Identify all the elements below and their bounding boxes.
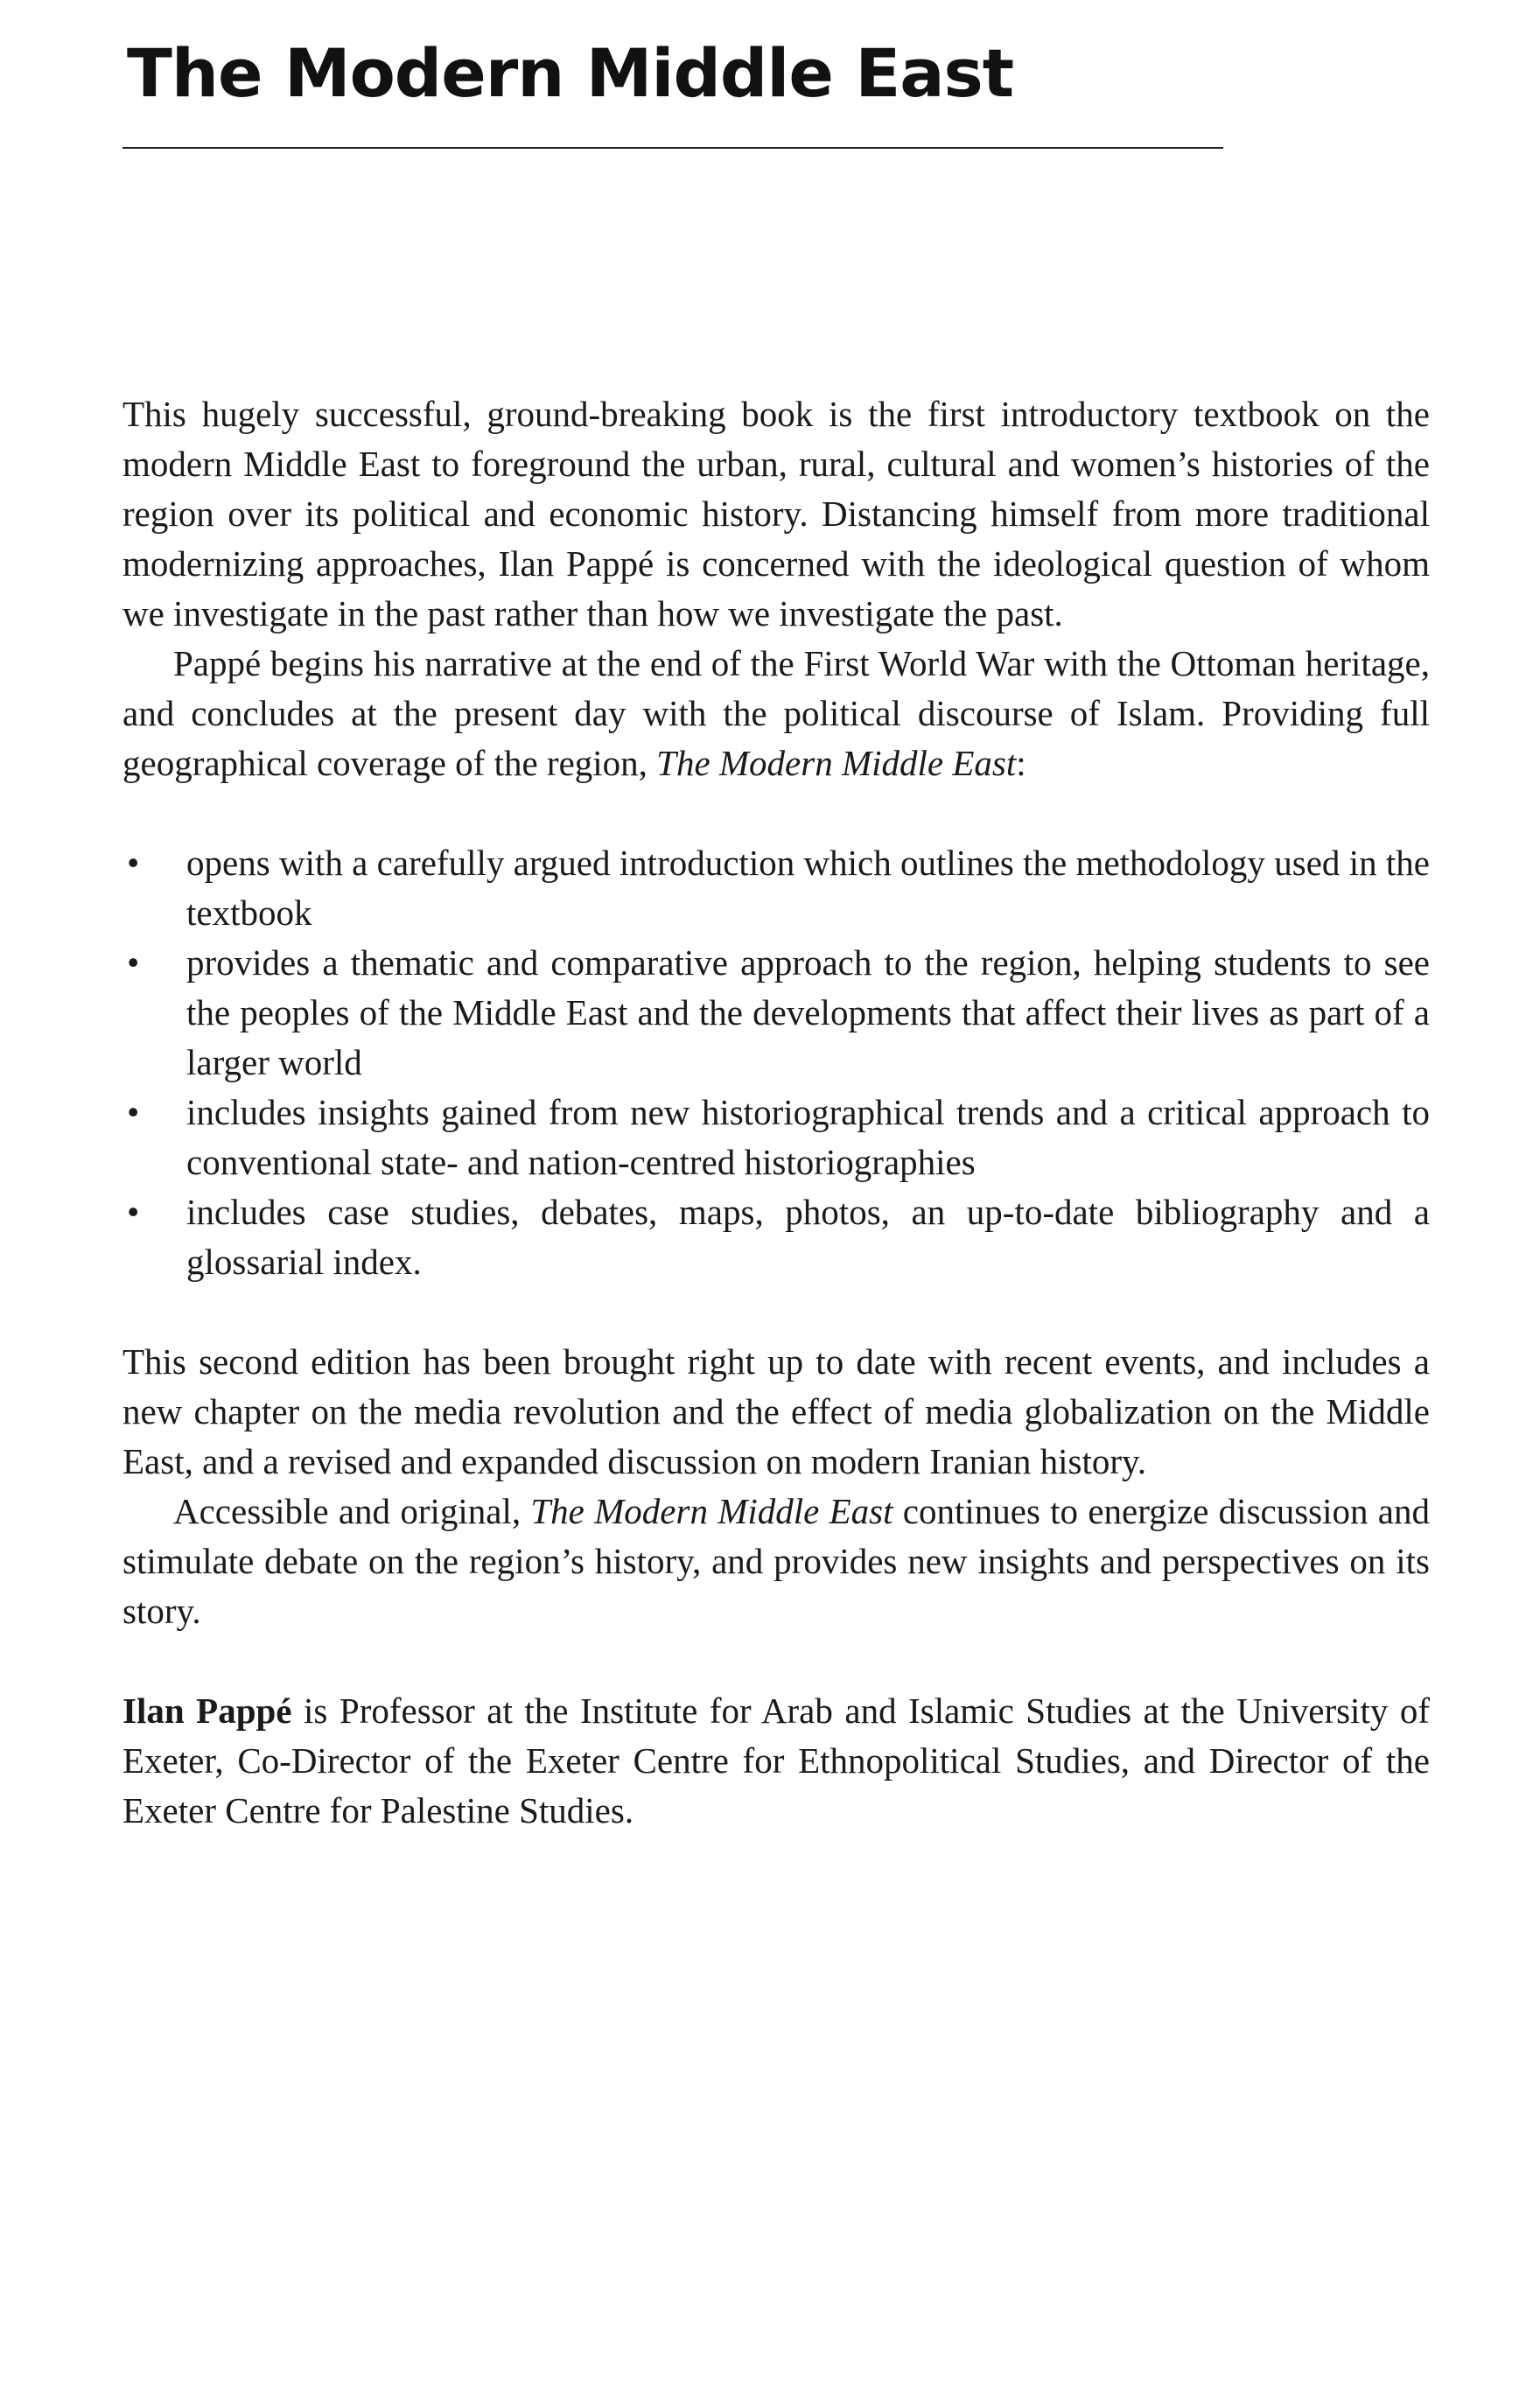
bullet-icon: •: [127, 1092, 140, 1132]
edition-paragraph-2-start: Accessible and original,: [173, 1491, 522, 1531]
edition-paragraph-2: [122, 1487, 1430, 1636]
intro-paragraph-2-text: Pappé begins his narrative at the end of the First World War with the Ottoman heritage, and concludes at the present day with the political discourse of Islam. Providing full geographical coverage of the region,: [122, 643, 1430, 783]
list-item: [122, 838, 1430, 938]
intro-paragraph-2: [122, 639, 1430, 788]
author-name: Ilan Pappé: [122, 1690, 292, 1731]
list-item-text: opens with a carefully argued introduction which outlines the methodology used in the textbook: [186, 843, 1430, 933]
intro-paragraph-2-end: :: [1016, 743, 1026, 783]
edition-paragraph-1: This second edition has been brought right up to date with recent events, and includes a new chapter on the media revolution and the effect of media globalization on the Middle East, and a revised and expanded discussion on modern Iranian history.: [122, 1341, 1430, 1481]
list-item-text: includes case studies, debates, maps, photos, an up-to-date bibliography and a glossarial index.: [186, 1192, 1430, 1282]
bullet-icon: •: [127, 942, 140, 983]
spacer: [122, 1636, 1430, 1686]
body-text: [122, 389, 1430, 1836]
list-item: [122, 1088, 1430, 1187]
edition-paragraph-2-end: continues to energize discussion and stimulate debate on the region’s history, and provides new insights and perspectives on its story.: [122, 1491, 1430, 1631]
book-title-italic: The Modern Middle East: [530, 1491, 893, 1531]
book-title-italic: The Modern Middle East: [656, 743, 1017, 783]
author-bio: [122, 1686, 1430, 1836]
author-bio-text: is Professor at the Institute for Arab and Islamic Studies at the University of Exeter, Co-Director of the Exeter Centre for Ethnopolitical Studies, and Director of the Exeter Centre for Palestine Studies.: [122, 1690, 1430, 1830]
list-item: [122, 1187, 1430, 1287]
title-rule: [122, 147, 1223, 149]
bullet-icon: •: [127, 843, 140, 883]
bullet-icon: •: [127, 1192, 140, 1232]
intro-paragraph-1: This hugely successful, ground-breaking book is the first introductory textbook on the modern Middle East to foreground the urban, rural, cultural and women’s histories of the region over its political and economic history. Distancing himself from more traditional modernizing approaches, Ilan Pappé is concerned with the ideological question of whom we investigate in the past rather than how we investigate the past.: [122, 394, 1430, 634]
list-item: [122, 938, 1430, 1088]
page-title: The Modern Middle East: [127, 34, 1014, 112]
feature-list: [122, 838, 1430, 1287]
list-item-text: includes insights gained from new historiographical trends and a critical approach to conventional state- and nation-centred historiographies: [186, 1092, 1430, 1182]
list-item-text: provides a thematic and comparative approach to the region, helping students to see the peoples of the Middle East and the developments that affect their lives as part of a larger world: [186, 942, 1430, 1082]
